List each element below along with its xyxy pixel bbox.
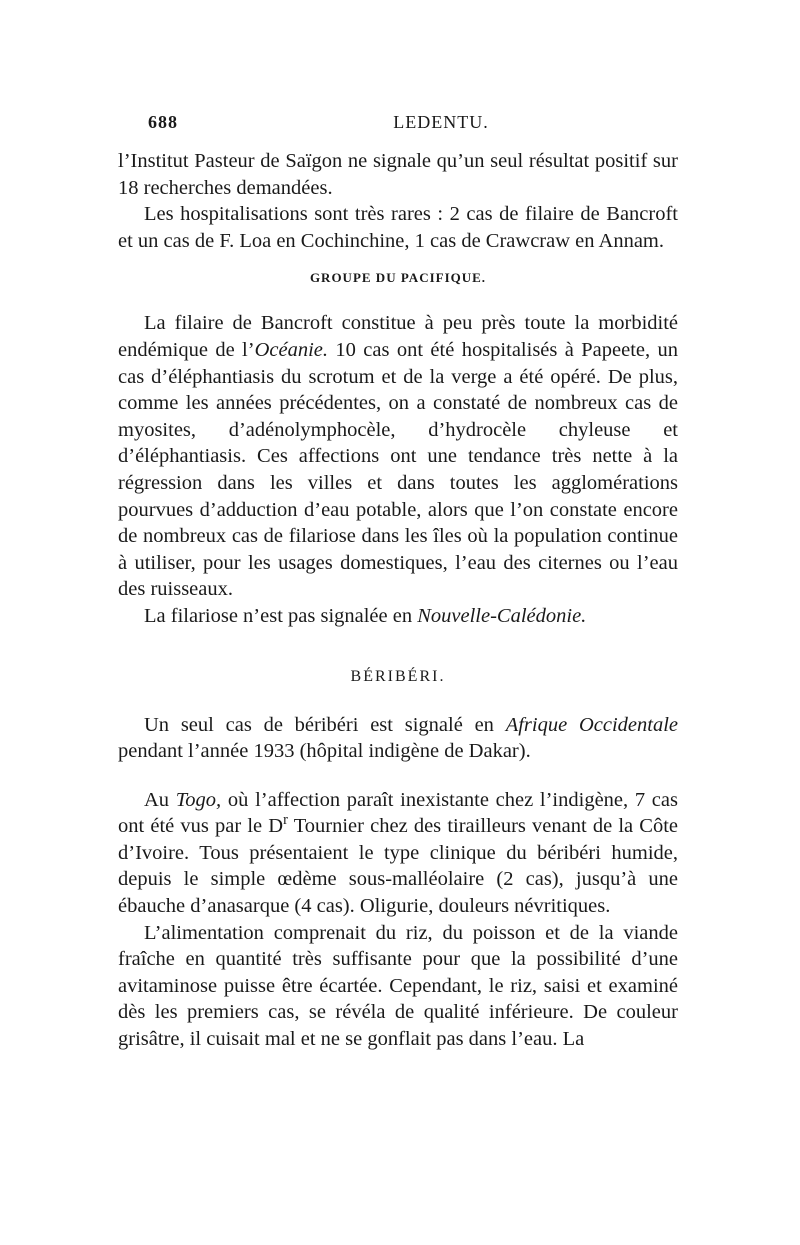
text-run: La filaire de Bancroft constitue à peu près toute la morbidité endémique de l’ <box>118 312 678 361</box>
running-title: LEDENTU. <box>393 112 489 132</box>
paragraph-bancroft <box>118 310 678 603</box>
paragraph-continuation: l’Institut Pasteur de Saïgon ne signale qu’un seul résultat positif sur 18 recherches demandées. <box>118 150 678 199</box>
page-number: 688 <box>148 112 178 132</box>
section-heading-beriberi: BÉRIBÉRI. <box>350 667 446 685</box>
italic-run: Togo, <box>175 788 222 811</box>
text-run: où l’affection paraît inexistante chez l’indigène, 7 cas ont été vus par le D <box>118 788 678 838</box>
paragraph-hospitalisations: Les hospitalisations sont très rares : 2 cas de filaire de Bancroft et un cas de F. Loa en Cochinchine, 1 cas de Crawcraw en Annam. <box>118 203 678 252</box>
text-run: La filariose n’est pas signalée en <box>144 604 418 627</box>
section-heading-pacifique: GROUPE DU PACIFIQUE. <box>309 270 487 286</box>
page-header <box>148 112 674 142</box>
spacer <box>118 765 678 787</box>
italic-run: Afrique Occidentale <box>505 713 679 736</box>
paragraph-alimentation: L’alimentation comprenait du riz, du poisson et de la viande fraîche en quantité très suffisante pour que la possibilité d’une avitaminose puisse être écartée. Cependant, le riz, saisi et examiné dès les premiers cas, se révéla de qualité inférieure. De couleur grisâtre, il cuisait mal et ne se gonflait pas dans l’eau. La <box>118 921 678 1051</box>
italic-run: Nouvelle-Calédonie. <box>417 604 587 627</box>
page-body <box>118 148 678 1053</box>
superscript: r <box>283 812 288 829</box>
italic-run: Océanie. <box>254 338 329 361</box>
paragraph-afrique <box>118 712 678 765</box>
text-run: pendant l’année 1933 (hôpital indigène de Dakar). <box>118 740 531 763</box>
text-run: 10 cas ont été hospitalisés à Papeete, un cas d’éléphantiasis du scrotum et de la verge a été opéré. De plus, comme les années précédentes, on a constaté de nombreux cas de myosites, d’adénolymphocèle, d’hydrocèle chyleuse et d’éléphantiasis. Ces affections ont une tendance très nette à la régression dans les villes et dans toutes les agglomérations pourvues d’adduction d’eau potable, alors que l’on constate encore de nombreux cas de filariose dans les îles où la population continue à utiliser, pour les usages domestiques, l’eau des citernes ou l’eau des ruisseaux. <box>118 338 678 601</box>
paragraph-caledonie <box>118 603 678 630</box>
text-run: Au <box>144 788 176 811</box>
text-run: Un seul cas de béribéri est signalé en <box>144 713 506 736</box>
paragraph-togo <box>118 787 678 920</box>
text-run: Tournier chez des tirailleurs venant de la Côte d’Ivoire. Tous présentaient le type clinique du béribéri humide, depuis le simple œdème sous-malléolaire (2 cas), jusqu’à une ébauche d’anasarque (4 cas). Oligurie, douleurs névritiques. <box>118 815 678 918</box>
